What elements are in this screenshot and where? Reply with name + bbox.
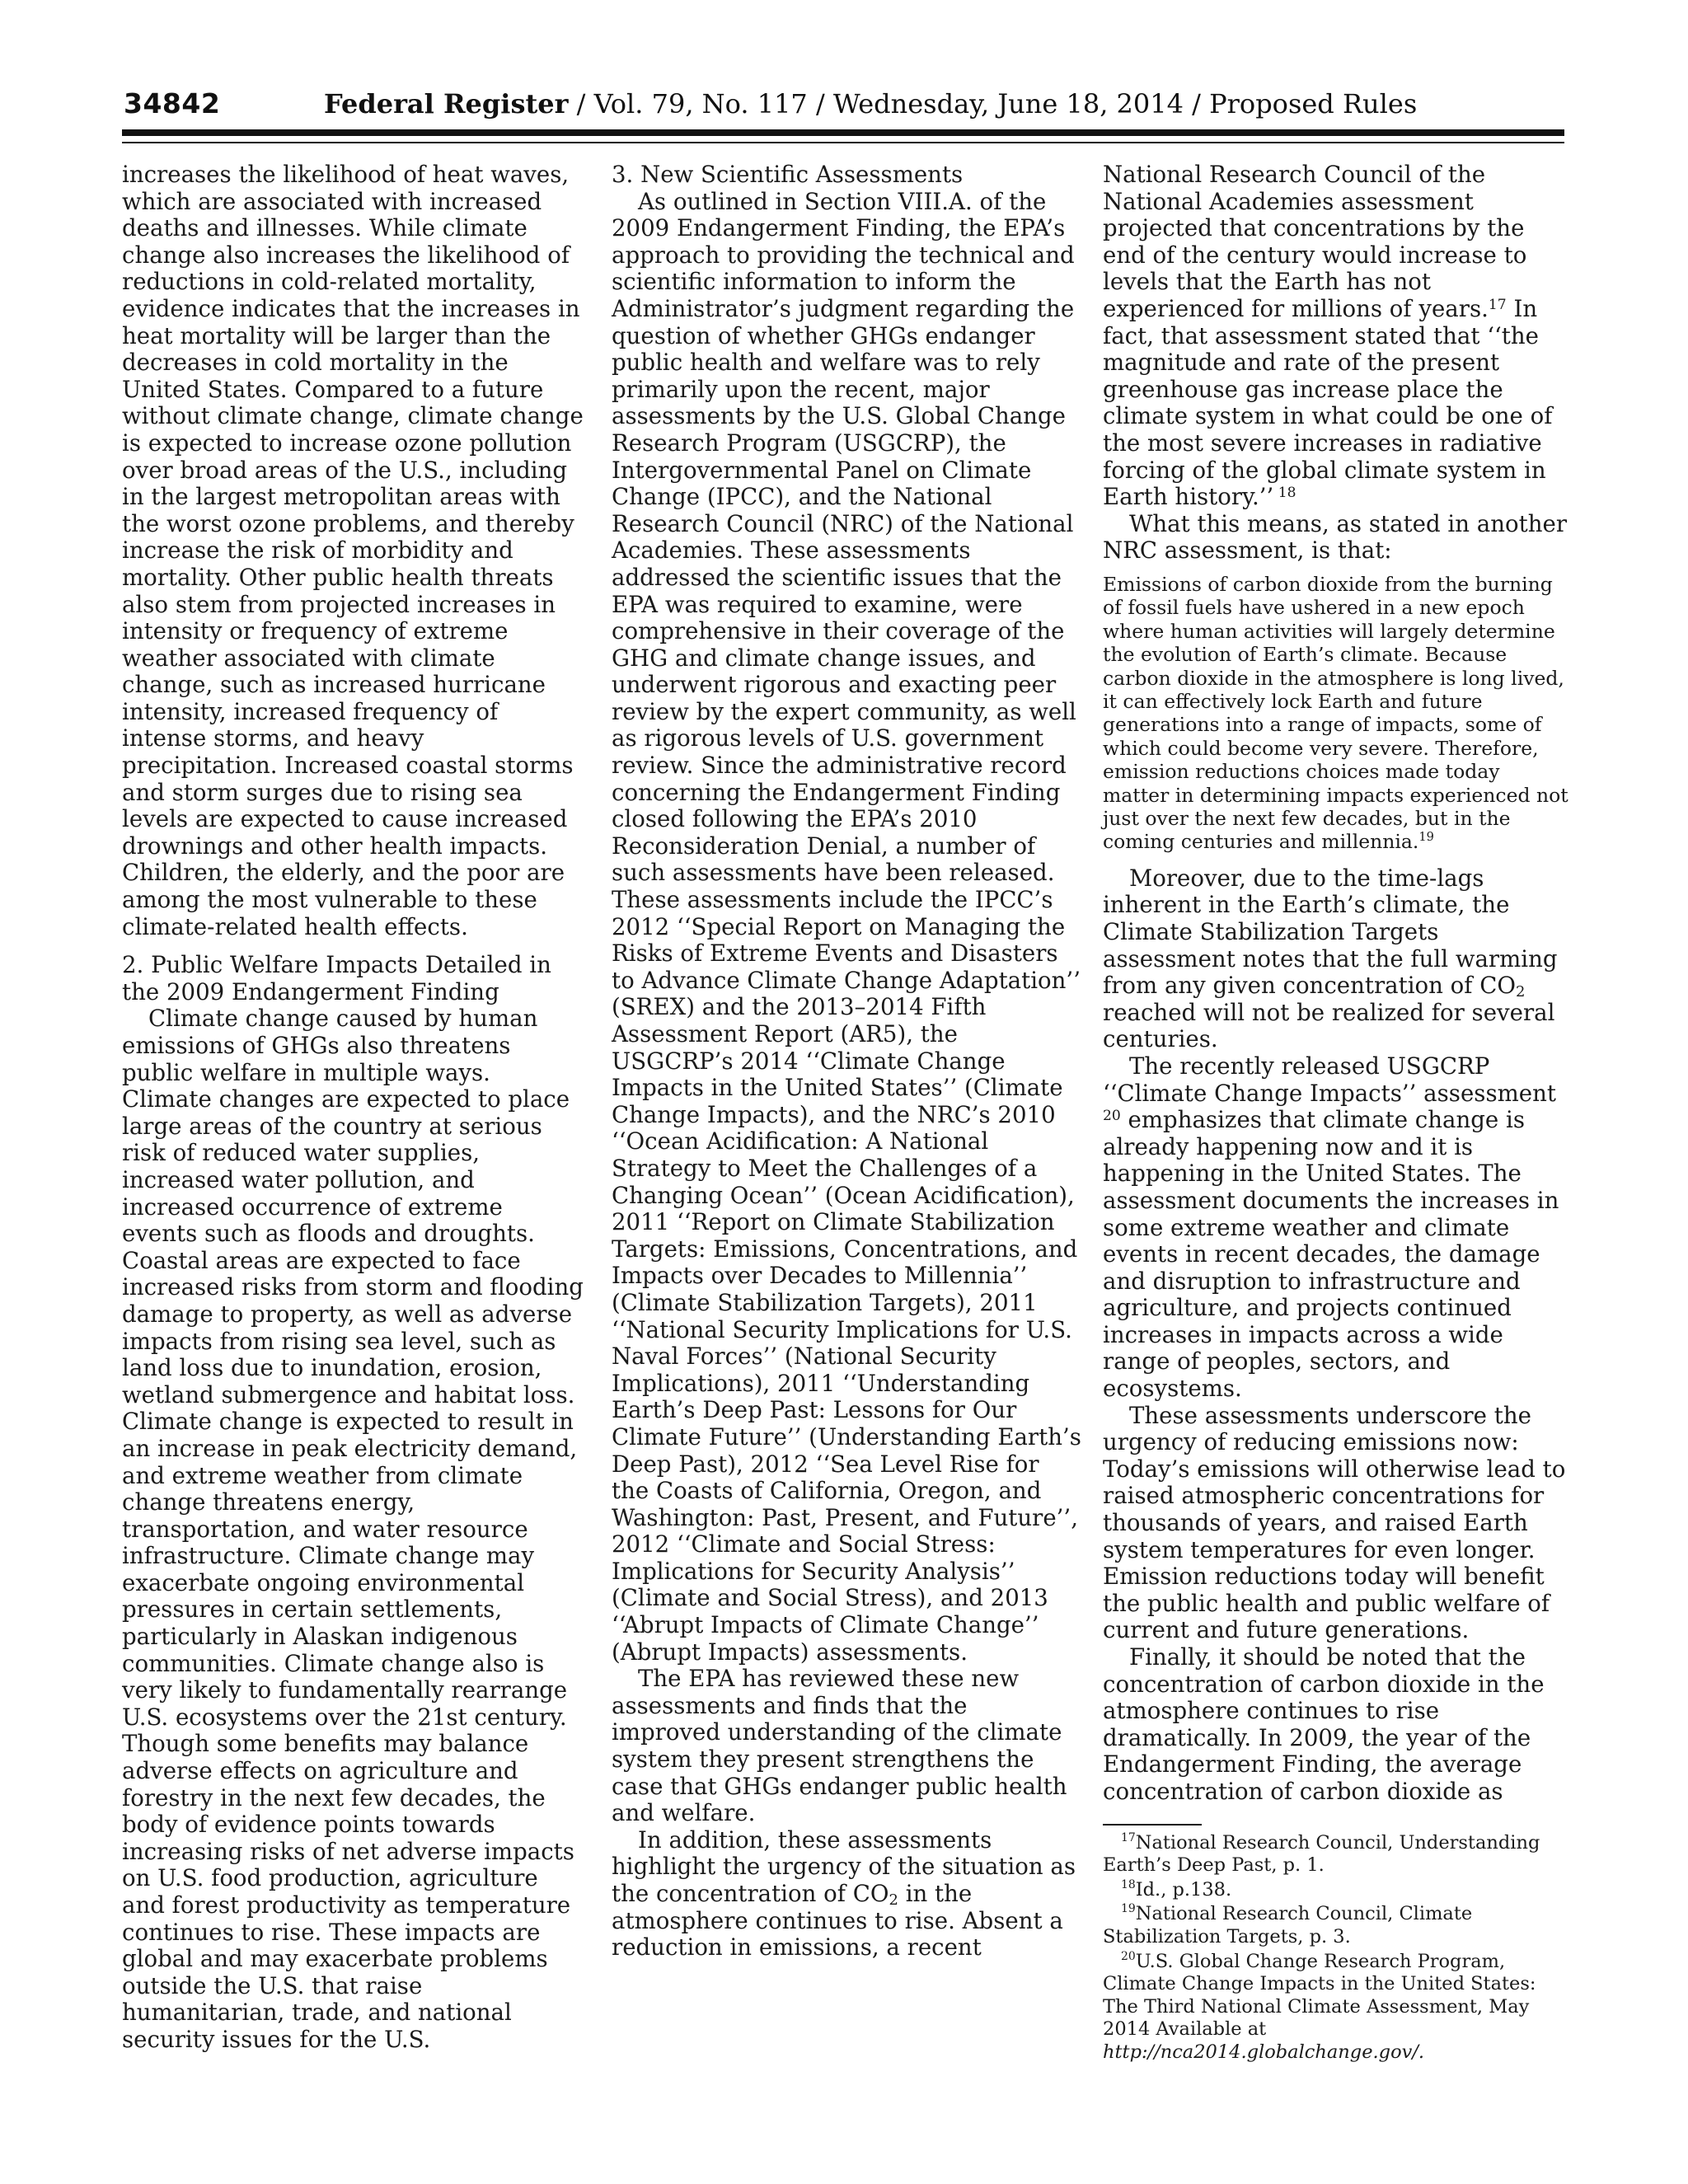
publication-name: Federal Register <box>324 88 569 120</box>
paragraph: Climate change caused by human emissions of GHGs also threatens public welfare in multiple ways. Climate changes are expected to place large areas of the country at serious risk of reduced water supplies, increased water pollution, and increased occurrence of extreme events such as floods and droughts. Coastal areas are expected to face increased risks from storm and flooding damage to property, as well as adverse impacts from rising sea level, such as land loss due to inundation, erosion, wetland submergence and habitat loss. Climate change is expected to result in an increase in peak electricity demand, and extreme weather from climate change threatens energy, transportation, and water resource infrastructure. Climate change may exacerbate ongoing environmental pressures in certain settlements, particularly in Alaskan indigenous communities. Climate change also is very likely to fundamentally rearrange U.S. ecosystems over the 21st century. Though some benefits may balance adverse effects on agriculture and forestry in the next few decades, the body of evidence points towards increasing risks of net adverse impacts on U.S. food production, agriculture and forest productivity as temperature continues to rise. These impacts are global and may exacerbate problems outside the U.S. that raise humanitarian, trade, and national security issues for the U.S. <box>122 1005 584 2053</box>
issue-date: Wednesday, June 18, 2014 <box>832 88 1184 120</box>
paragraph: National Research Council of the National Academies assessment projected that concentrations by the end of the century would increase to levels that the Earth has not experienced for millions of years.$^{17}$ In fact, that assessment stated that ‘‘the magnitude and rate of the present greenhouse gas increase place the climate system in what could be one of the most severe increases in radiative forcing of the global climate system in Earth history.’’ $^{18}$ <box>1103 161 1553 511</box>
section-heading: 3. New Scientific Assessments <box>612 161 964 188</box>
column-1 <box>122 162 584 2054</box>
page-number: 34842 <box>124 87 221 120</box>
footnote-ref: 20 <box>1103 1108 1121 1125</box>
volume-info: Vol. 79, No. 117 <box>593 88 808 120</box>
paragraph: increases the likelihood of heat waves, which are associated with increased deaths and illnesses. While climate change also increases the likelihood of reductions in cold-related mortality, evidence indicates that the increases in heat mortality will be larger than the decreases in cold mortality in the United States. Compared to a future without climate change, climate change is expected to increase ozone pollution over broad areas of the U.S., including in the largest metropolitan areas with the worst ozone problems, and thereby increase the risk of morbidity and mortality. Other public health threats also stem from projected increases in intensity or frequency of extreme weather associated with climate change, such as increased hurricane intensity, increased frequency of intense storms, and heavy precipitation. Increased coastal storms and storm surges due to rising sea levels are expected to cause increased drownings and other health impacts. Children, the elderly, and the poor are among the most vulnerable to these climate-related health effects. <box>122 161 584 940</box>
footnote-ref: 18 <box>1273 485 1296 502</box>
paragraph: Finally, it should be noted that the concentration of carbon dioxide in the atmosphere continues to rise dramatically. In 2009, the year of the Endangerment Finding, the average concentration of carbon dioxide as <box>1103 1643 1545 1805</box>
header-rule-thin <box>122 142 1564 143</box>
section-heading: 2. Public Welfare Impacts Detailed in the 2009 Endangerment Finding <box>122 951 551 1005</box>
paragraph: These assessments underscore the urgency of reducing emissions now: Today’s emissions will otherwise lead to raised atmospheric concentrations for thousands of years, and raised Earth system temperatures for even longer. Emission reductions today will benefit the public health and public welfare of current and future generations. <box>1103 1401 1566 1644</box>
column-2 <box>612 162 1081 1961</box>
paragraph: What this means, as stated in another NRC assessment, is that: <box>1103 509 1568 565</box>
footnote: $^{18}$Id., p.138. <box>1121 1877 1232 1900</box>
paragraph: As outlined in Section VIII.A. of the 2009 Endangerment Finding, the EPA’s approach to providing the technical and scientific information to inform the Administrator’s judgment regarding the question of whether GHGs endanger public health and welfare was to rely primarily upon the recent, major assessments by the U.S. Global Change Research Program (USGCRP), the Intergovernmental Panel on Climate Change (IPCC), and the National Research Council (NRC) of the National Academies. These assessments addressed the scientific issues that the EPA was required to examine, were comprehensive in their coverage of the GHG and climate change issues, and underwent rigorous and exacting peer review by the expert community, as well as rigorous levels of U.S. government review. Since the administrative record concerning the Endangerment Finding closed following the EPA’s 2010 Reconsideration Denial, a number of such assessments have been released. These assessments include the IPCC’s 2012 ‘‘Special Report on Managing the Risks of Extreme Events and Disasters to Advance Climate Change Adaptation’’ (SREX) and the 2013–2014 Fifth Assessment Report (AR5), the USGCRP’s 2014 ‘‘Climate Change Impacts in the United States’’ (Climate Change Impacts), and the NRC’s 2010 ‘‘Ocean Acidification: A National Strategy to Meet the Challenges of a Changing Ocean’’ (Ocean Acidification), 2011 ‘‘Report on Climate Stabilization Targets: Emissions, Concentrations, and Impacts over Decades to Millennia’’ (Climate Stabilization Targets), 2011 ‘‘National Security Implications for U.S. Naval Forces’’ (National Security Implications), 2011 ‘‘Understanding Earth’s Deep Past: Lessons for Our Climate Future’’ (Understanding Earth’s Deep Past), 2012 ‘‘Sea Level Rise for the Coasts of California, Oregon, and Washington: Past, Present, and Future’’, 2012 ‘‘Climate and Social Stress: Implications for Security Analysis’’ (Climate and Social Stress), and 2013 ‘‘Abrupt Impacts of Climate Change’’ (Abrupt Impacts) assessments. <box>612 187 1081 1666</box>
page-header <box>122 87 1564 129</box>
block-quote: Emissions of carbon dioxide from the burning of fossil fuels have ushered in a new epoch where human activities will largely determine the evolution of Earth’s climate. Because carbon dioxide in the atmosphere is long lived, it can effectively lock Earth and future generations into a range of impacts, some of which could become very severe. Therefore, emission reductions choices made today matter in determining impacts experienced not just over the next few decades, but in the coming centuries and millennia.$^{19}$ <box>1103 572 1568 854</box>
header-title: Federal Register / Vol. 79, No. 117 / Wednesday, June 18, 2014 / Proposed Rules <box>324 88 1418 120</box>
footnotes <box>1103 1832 1571 2064</box>
column-3 <box>1103 162 1571 2066</box>
paragraph: The EPA has reviewed these new assessments and finds that the improved understanding of the climate system they present strengthens the case that GHGs endanger public health and welfare. <box>612 1665 1067 1827</box>
footnote-ref: 17 <box>1488 296 1507 313</box>
section-name: Proposed Rules <box>1209 88 1418 120</box>
paragraph: The recently released USGCRP ‘‘Climate Change Impacts’’ assessment $^{20}$ emphasizes that climate change is already happening now and it is happening in the United States. The assessment documents the increases in some extreme weather and climate events in recent decades, the damage and disruption to infrastructure and agriculture, and projects continued increases in impacts across a wide range of peoples, sectors, and ecosystems. <box>1103 1052 1559 1403</box>
footnote-divider <box>1103 1824 1202 1825</box>
paragraph: In addition, these assessments highlight the urgency of the situation as the concentration of $CO_2$ in the atmosphere continues to rise. Absent a reduction in emissions, a recent <box>612 1825 1076 1961</box>
header-rule-thick <box>122 129 1564 136</box>
footnote: $^{17}$National Research Council, Understanding Earth’s Deep Past, p. 1. <box>1103 1830 1540 1877</box>
footnote: $^{20}$U.S. Global Change Research Program, Climate Change Impacts in the United States: The Third National Climate Assessment, May 2014 Available at http://nca2014.globalchange.gov/. <box>1103 1949 1536 2063</box>
footnote-ref: 19 <box>1418 830 1434 845</box>
footnote: $^{19}$National Research Council, Climate Stabilization Targets, p. 3. <box>1103 1902 1473 1947</box>
paragraph: Moreover, due to the time-lags inherent in the Earth’s climate, the Climate Stabilization Targets assessment notes that the full warming from any given concentration of $CO_2$ reached will not be realized for several centuries. <box>1103 864 1558 1053</box>
footnote-link[interactable]: http://nca2014.globalchange.gov/. <box>1103 2041 1425 2063</box>
